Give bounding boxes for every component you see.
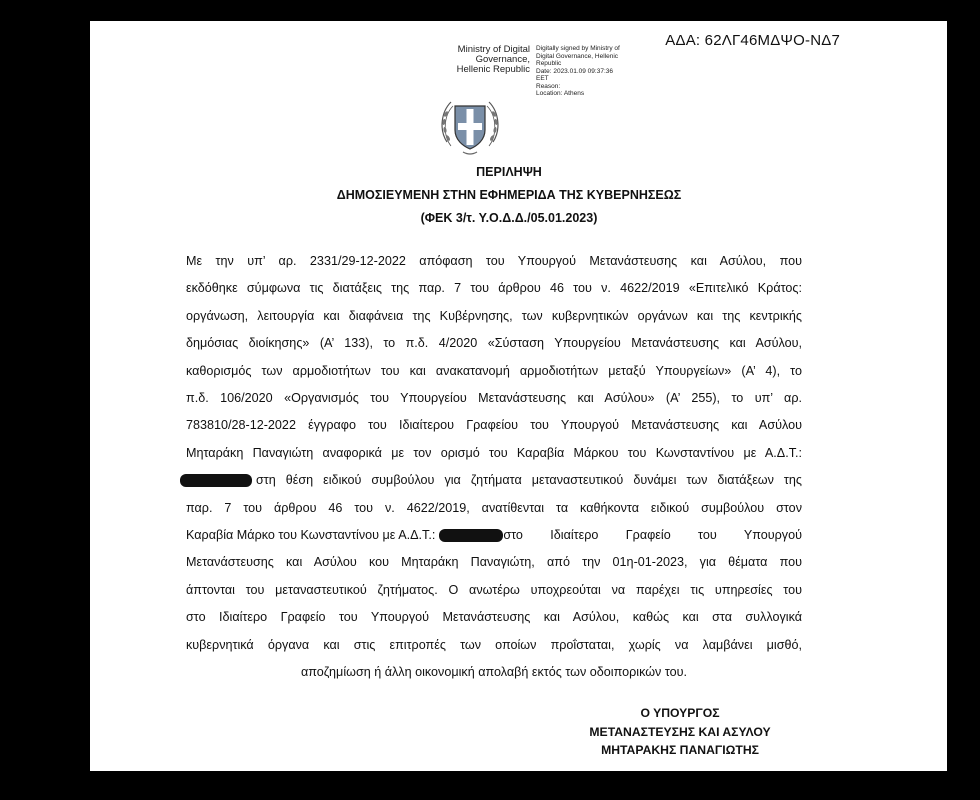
digital-signature-details: Digitally signed by Ministry of Digital Governance, Hellenic Republic Date: 2023.01.09 09:37:36 EET Reason: Location: Athens (536, 45, 620, 97)
minister-signature-block (570, 704, 790, 760)
digital-signer-name: Ministry of Digital Governance, Hellenic Republic (456, 44, 530, 75)
body-line: Μηταράκη Παναγιώτη αναφορικά με τον ορισμό του Καραβία Μάρκου του Κωνσταντίνου με Α.Δ.Τ.: (186, 445, 802, 460)
body-line-text: Καραβία Μάρκο του Κωνσταντίνου με Α.Δ.Τ.: (186, 528, 436, 543)
body-line-text: στη θέση ειδικού συμβούλου για ζητήματα μεταναστευτικού δυνάμει των διατάξεων της (256, 473, 802, 488)
decision-body (186, 248, 802, 687)
title-published: ΔΗΜΟΣΙΕΥΜΕΝΗ ΣΤΗΝ ΕΦΗΜΕΡΙΔΑ ΤΗΣ ΚΥΒΕΡΝΗΣΕΩΣ (336, 188, 682, 202)
body-line: κυβερνητικά όργανα και στις επιτροπές των οποίων προΐσταται, χωρίς να λαμβάνει μισθό, (186, 637, 802, 652)
body-line: Μετανάστευσης και Ασύλου κου Μηταράκη Παναγιώτη, από την 01η-01-2023, για θέματα που (186, 555, 802, 570)
body-line: παρ. 7 του άρθρου 46 του ν. 4622/2019, ανατίθενται τα καθήκοντα ειδικού συμβούλου στον (186, 500, 802, 515)
greek-coat-of-arms-icon (437, 92, 503, 158)
body-line: δημόσιας διοίκησης» (Α’ 133), το π.δ. 4/2020 «Σύσταση Υπουργείου Μετανάστευσης και Ασύλου, (186, 336, 802, 351)
redaction-mark (439, 529, 503, 542)
signature-ministry: ΜΕΤΑΝΑΣΤΕΥΣΗΣ ΚΑΙ ΑΣΥΛΟΥ (589, 724, 771, 739)
body-line: οργάνωση, λειτουργία και διαφάνεια της Κυβέρνησης, των κυβερνητικών οργάνων και της κεντρικής (186, 308, 802, 323)
body-line: εκδόθηκε σύμφωνα τις διατάξεις της παρ. 7 του άρθρου 46 του ν. 4622/2019 «Επιτελικό Κράτος: (186, 281, 802, 296)
signature-name: ΜΗΤΑΡΑΚΗΣ ΠΑΝΑΓΙΩΤΗΣ (601, 743, 759, 757)
signature-title: Ο ΥΠΟΥΡΓΟΣ (640, 706, 720, 720)
ada-number: ΑΔΑ: 62ΛΓ46ΜΔΨΟ-ΝΔ7 (665, 32, 840, 49)
redaction-mark (180, 474, 252, 487)
body-line: π.δ. 106/2020 «Οργανισμός του Υπουργείου Μετανάστευσης και Ασύλου» (Α’ 255), το υπ’ αρ. (186, 391, 802, 406)
body-line: στο Ιδιαίτερο Γραφείο του Υπουργού Μετανάστευσης και Ασύλου, καθώς και στα συλλογικά (186, 610, 802, 625)
body-line: 783810/28-12-2022 έγγραφο του Ιδιαίτερου Γραφείου του Υπουργού Μετανάστευσης και Ασύλου (186, 418, 802, 433)
title-summary: ΠΕΡΙΛΗΨΗ (476, 165, 542, 179)
body-line (186, 522, 802, 549)
body-line (186, 467, 802, 494)
body-line-text: στο Ιδιαίτερο Γραφείο του Υπουργού (503, 528, 802, 543)
body-line: αποζημίωση ή άλλη οικονομική απολαβή εκτός των οδοιπορικών του. (300, 665, 688, 680)
body-line: καθορισμός των αρμοδιοτήτων του και ανακατανομή αρμοδιοτήτων μεταξύ Υπουργείων» (Α’ 4), το (186, 363, 802, 378)
body-line: άπτονται του μεταναστευτικού ζητήματος. Ο ανωτέρω υποχρεούται να παρέχει τις υπηρεσίες του (186, 582, 802, 597)
title-fek-reference: (ΦΕΚ 3/τ. Υ.Ο.Δ.Δ./05.01.2023) (420, 211, 598, 225)
body-line: Με την υπ’ αρ. 2331/29-12-2022 απόφαση του Υπουργού Μετανάστευσης και Ασύλου, που (186, 254, 802, 268)
